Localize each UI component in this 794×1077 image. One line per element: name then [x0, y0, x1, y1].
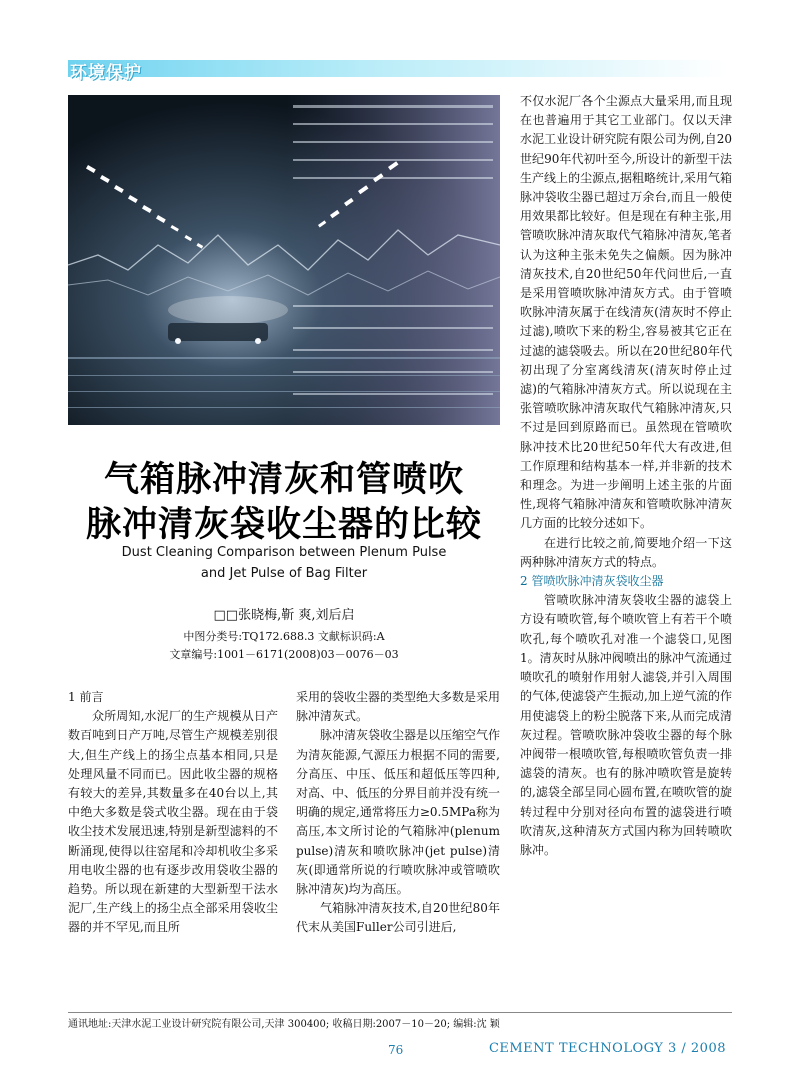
authors: □□张晓梅,靳 爽,刘后启 — [213, 608, 355, 623]
classification-code: 中图分类号:TQ172.688.3 文献标识码:A — [183, 630, 385, 643]
journal-name: CEMENT TECHNOLOGY 3 / 2008 — [488, 1041, 726, 1056]
body-column-left — [68, 688, 278, 938]
english-title-line-2: and Jet Pulse of Bag Filter — [200, 566, 368, 581]
footnote: 通讯地址:天津水泥工业设计研究院有限公司,天津 300400; 收稿日期:2007－10－20; 编辑:沈 颖 — [68, 1012, 732, 1030]
paragraph: 脉冲清灰袋收尘器是以压缩空气作为清灰能源,气源压力根据不同的需要,分高压、中压、低压和超低压等四种,对高、中、低压的分界目前并没有统一明确的规定,通常将压力≥0.5MPa称为高压,本文所讨论的气箱脉冲(plenum pulse)清灰和喷吹脉冲(jet pulse)清灰(即通常所说的行喷吹脉冲或管喷吹脉冲清灰)均为高压。 — [296, 728, 501, 897]
body-column-right — [520, 92, 732, 860]
page-number: 76 — [388, 1043, 404, 1057]
paragraph: 气箱脉冲清灰技术,自20世纪80年代末从美国Fuller公司引进后, — [296, 901, 500, 935]
article-title-line-2: 脉冲清灰袋收尘器的比较 — [85, 505, 482, 545]
section-tag: 环境保护 — [70, 63, 142, 83]
article-number: 文章编号:1001－6171(2008)03－0076－03 — [169, 648, 399, 661]
body-column-middle — [296, 688, 500, 938]
paragraph: 在进行比较之前,简要地介绍一下这两种脉冲清灰方式的特点。 — [520, 535, 732, 569]
paragraph: 众所周知,水泥厂的生产规模从日产数百吨到日产万吨,尽管生产规模差别很大,但生产线上的扬尘点基本相同,只是处理风量不同而已。因此收尘器的规格有较大的差异,其数量多在40台以上,其中绝大多数是袋式收尘器。现在由于袋收尘技术发展迅速,特别是新型滤料的不断涌现,使得以往窑尾和冷却机收尘多采用电收尘器的也有逐步改用袋收尘器的趋势。所以现在新建的大型新型干法水泥厂,生产线上的扬尘点全部采用袋收尘器的并不罕见,而且所 — [68, 709, 278, 935]
section-heading-jet-pulse: 2 管喷吹脉冲清灰袋收尘器 — [520, 574, 664, 589]
hero-image — [68, 95, 500, 425]
english-title-line-1: Dust Cleaning Comparison between Plenum Pulse — [121, 545, 447, 560]
article-title-line-1: 气箱脉冲清灰和管喷吹 — [103, 460, 464, 500]
section-heading-introduction: 1 前言 — [68, 690, 104, 704]
paragraph: 采用的袋收尘器的类型绝大多数是采用脉冲清灰式。 — [296, 690, 501, 724]
section-header-bar — [68, 60, 728, 77]
abstract-tunnel-image — [68, 95, 500, 425]
paragraph: 管喷吹脉冲清灰袋收尘器的滤袋上方设有喷吹管,每个喷吹管上有若干个喷吹孔,每个喷吹孔对准一个滤袋口,见图1。清灰时从脉冲阀喷出的脉冲气流通过喷吹孔的喷射作用射人滤袋,并引入周围的气体,使滤袋产生振动,加上逆气流的作用使滤袋上的粉尘脱落下来,从而完成清灰过程。管喷吹脉冲袋收尘器的每个脉冲阀带一根喷吹管,每根喷吹管负责一排滤袋的清灰。也有的脉冲喷吹管是旋转的,滤袋全部呈同心圆布置,在喷吹管的旋转过程中分别对径向布置的滤袋进行喷吹清灰,这种清灰方式国内称为回转喷吹脉冲。 — [520, 593, 732, 857]
paragraph: 不仅水泥厂各个尘源点大量采用,而且现在也普遍用于其它工业部门。仅以天津水泥工业设计研究院有限公司为例,自20世纪90年代初叶至今,所设计的新型干法生产线上的尘源点,据粗略统计,采用气箱脉冲袋收尘器已超过万余台,而且一般使用效果都比较好。但是现在有种主张,用管喷吹脉冲清灰取代气箱脉冲清灰,笔者认为这种主张未免失之偏颇。因为脉冲清灰技术,自20世纪50年代问世后,一直是采用管喷吹脉冲清灰方式。由于管喷吹脉冲清灰属于在线清灰(清灰时不停止过滤),喷吹下来的粉尘,容易被其它正在过滤的滤袋吸去。所以在20世纪80年代初出现了分室离线清灰(清灰时停止过滤)的气箱脉冲清灰方式。所以说现在主张管喷吹脉冲清灰取代气箱脉冲清灰,只不过是回到原路而已。虽然现在管喷吹脉冲技术比20世纪50年代大有改进,但工作原理和结构基本一样,并非新的技术和理念。为进一步阐明上述主张的片面性,现将气箱脉冲清灰和管喷吹脉冲清灰几方面的比较分述如下。 — [520, 94, 732, 531]
